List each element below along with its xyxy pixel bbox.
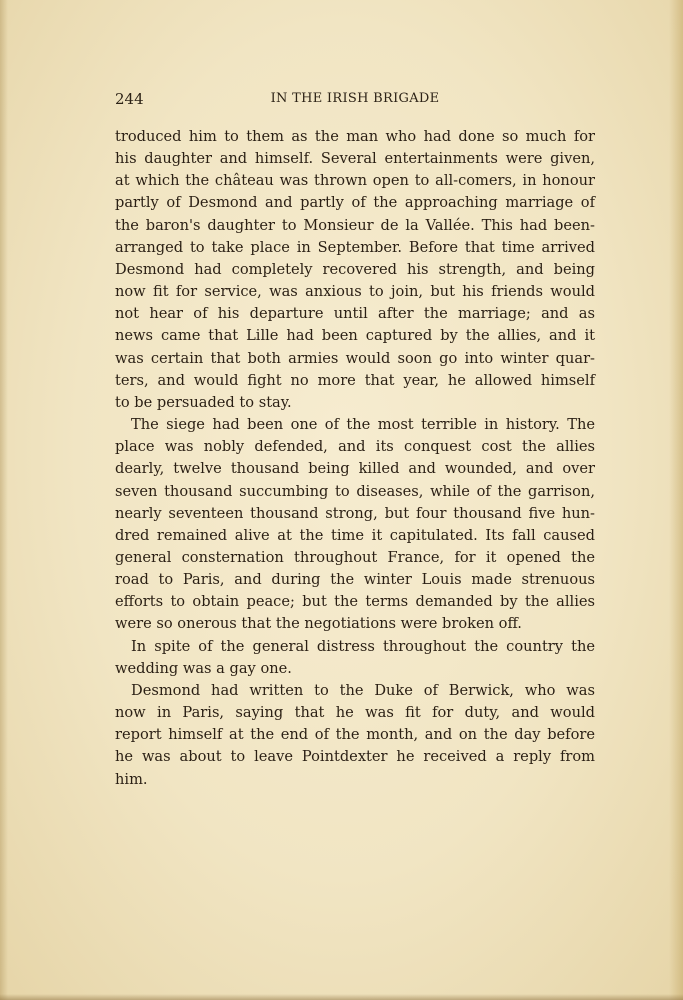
text-line: now in Paris, saying that he was fit for duty, and would	[115, 704, 595, 722]
text-line: was certain that both armies would soon go into winter quar-	[115, 349, 595, 367]
page-number: 244	[115, 90, 144, 108]
text-line: ters, and would fight no more that year, he allowed himself	[115, 371, 595, 389]
text-line: him.	[115, 770, 148, 788]
text-line: dearly, twelve thousand being killed and wounded, and over	[115, 460, 595, 478]
text-line: report himself at the end of the month, and on the day before	[115, 726, 595, 744]
text-line: wedding was a gay one.	[115, 659, 292, 677]
text-body	[115, 126, 595, 791]
text-line: Desmond had written to the Duke of Berwick, who was	[131, 681, 595, 699]
text-line: not hear of his departure until after the marriage; and as	[115, 305, 595, 323]
text-line: troduced him to them as the man who had done so much for	[115, 128, 595, 145]
text-line: partly of Desmond and partly of the approaching marriage of	[115, 194, 595, 212]
text-line: news came that Lille had been captured by the allies, and it	[115, 327, 595, 345]
text-line: Desmond had completely recovered his strength, and being	[115, 260, 595, 278]
text-line: his daughter and himself. Several entertainments were given,	[115, 150, 595, 168]
text-line: efforts to obtain peace; but the terms demanded by the allies	[115, 593, 595, 611]
text-line: were so onerous that the negotiations were broken off.	[115, 615, 522, 633]
text-line: road to Paris, and during the winter Louis made strenuous	[115, 571, 595, 589]
text-line: arranged to take place in September. Before that time arrived	[115, 238, 595, 256]
text-line: the baron's daughter to Monsieur de la Vallée. This had been-	[115, 216, 595, 234]
text-line: now fit for service, was anxious to join, but his friends would	[115, 283, 595, 301]
page-edge-right	[669, 0, 683, 1000]
text-line: he was about to leave Pointdexter he received a reply from	[115, 748, 595, 766]
running-title: IN THE IRISH BRIGADE	[270, 91, 440, 106]
text-line: nearly seventeen thousand strong, but four thousand five hun-	[115, 504, 595, 522]
text-line: The siege had been one of the most terrible in history. The	[131, 416, 595, 434]
text-line: place was nobly defended, and its conquest cost the allies	[115, 438, 595, 456]
page-edge-bottom	[0, 994, 683, 1000]
text-line: In spite of the general distress throughout the country the	[131, 637, 595, 655]
page-edge-left	[0, 0, 8, 1000]
text-line: seven thousand succumbing to diseases, while of the garrison,	[115, 482, 595, 500]
text-line: at which the château was thrown open to all-comers, in honour	[115, 172, 595, 190]
page-header	[115, 90, 595, 112]
text-line: to be persuaded to stay.	[115, 393, 292, 411]
text-line: general consternation throughout France, for it opened the	[115, 548, 595, 566]
text-line: dred remained alive at the time it capitulated. Its fall caused	[115, 526, 595, 544]
